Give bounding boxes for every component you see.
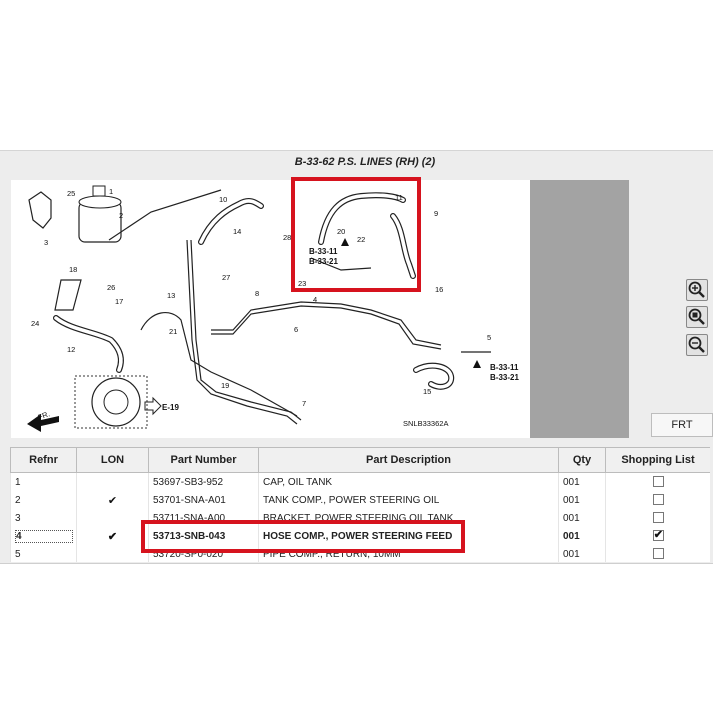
col-shopping-list[interactable]: Shopping List xyxy=(606,448,711,473)
pump-shape xyxy=(92,378,140,426)
direction-label: FR. xyxy=(36,409,52,422)
diagram-scroll-area[interactable] xyxy=(530,180,629,438)
shopping-cell xyxy=(606,527,711,545)
qty-cell: 001 xyxy=(559,509,606,527)
table-row[interactable] xyxy=(11,491,711,509)
refnr-cell: 3 xyxy=(11,509,77,527)
zoom-out-icon xyxy=(687,335,707,355)
col-refnr[interactable]: Refnr xyxy=(11,448,77,473)
col-qty[interactable]: Qty xyxy=(559,448,606,473)
svg-text:28: 28 xyxy=(283,233,292,242)
diagram-title: B-33-62 P.S. LINES (RH) (2) xyxy=(294,156,436,168)
frt-button[interactable]: FRT xyxy=(651,413,713,437)
svg-text:3: 3 xyxy=(44,238,49,247)
lon-check-icon: ✔ xyxy=(107,494,118,507)
svg-text:21: 21 xyxy=(169,327,178,336)
lon-cell xyxy=(77,527,149,545)
svg-text:23: 23 xyxy=(298,279,307,288)
part-number-cell: 53711-SNA-A00 xyxy=(149,509,259,527)
svg-text:25: 25 xyxy=(67,189,76,198)
qty-cell: 001 xyxy=(559,527,606,545)
shopping-cell xyxy=(606,545,711,562)
svg-text:27: 27 xyxy=(222,273,231,282)
svg-text:26: 26 xyxy=(107,283,116,292)
shopping-list-checkbox[interactable] xyxy=(653,494,664,505)
refnr-cell: 1 xyxy=(11,473,77,492)
tank-bracket-shape xyxy=(29,192,51,228)
refnr-focus: 4 xyxy=(15,530,73,543)
shopping-list-checkbox[interactable] xyxy=(653,476,664,487)
shopping-cell xyxy=(606,491,711,509)
shopping-list-checkbox[interactable] xyxy=(653,548,664,559)
svg-text:13: 13 xyxy=(167,291,176,300)
table-row[interactable] xyxy=(11,473,711,492)
svg-text:5: 5 xyxy=(487,333,492,342)
svg-text:10: 10 xyxy=(219,195,228,204)
zoom-fit-button[interactable] xyxy=(686,306,708,328)
lon-cell xyxy=(77,545,149,562)
svg-text:17: 17 xyxy=(115,297,124,306)
svg-text:8: 8 xyxy=(255,289,260,298)
svg-text:9: 9 xyxy=(434,209,439,218)
shopping-cell xyxy=(606,473,711,492)
description-cell: PIPE COMP., RETURN, 10MM xyxy=(259,545,559,562)
description-cell: HOSE COMP., POWER STEERING FEED xyxy=(259,527,559,545)
e19-label: E-19 xyxy=(162,403,179,412)
part-number-cell: 53697-SB3-952 xyxy=(149,473,259,492)
svg-text:16: 16 xyxy=(435,285,444,294)
svg-text:6: 6 xyxy=(294,325,299,334)
col-part-number[interactable]: Part Number xyxy=(149,448,259,473)
svg-text:2: 2 xyxy=(119,211,124,220)
part-number-cell: 53720-SP0-020 xyxy=(149,545,259,562)
col-lon[interactable]: LON xyxy=(77,448,149,473)
refnr-cell xyxy=(11,527,77,545)
refnr-cell: 5 xyxy=(11,545,77,562)
description-cell: BRACKET, POWER STEERING OIL TANK xyxy=(259,509,559,527)
qty-cell: 001 xyxy=(559,491,606,509)
lon-cell xyxy=(77,509,149,527)
highlight-box-diagram xyxy=(291,177,421,292)
shopping-list-checkbox[interactable] xyxy=(653,512,664,523)
description-cell: CAP, OIL TANK xyxy=(259,473,559,492)
ref-b3311-a: B-33-11 xyxy=(309,247,338,256)
ref-b3321-a: B-33-21 xyxy=(309,257,338,266)
svg-text:22: 22 xyxy=(357,235,366,244)
highlight-box-row xyxy=(141,520,465,553)
svg-text:7: 7 xyxy=(302,399,307,408)
svg-text:19: 19 xyxy=(221,381,230,390)
svg-text:18: 18 xyxy=(69,265,78,274)
svg-text:14: 14 xyxy=(233,227,242,236)
ref-b3321-b: B-33-21 xyxy=(490,373,519,382)
refnr-cell: 2 xyxy=(11,491,77,509)
col-description[interactable]: Part Description xyxy=(259,448,559,473)
description-cell: TANK COMP., POWER STEERING OIL xyxy=(259,491,559,509)
lon-cell xyxy=(77,491,149,509)
diagram-code: SNLB33362A xyxy=(403,419,449,428)
part-number-cell: 53701-SNA-A01 xyxy=(149,491,259,509)
shopping-list-checkbox[interactable] xyxy=(653,530,664,541)
svg-text:15: 15 xyxy=(423,387,432,396)
zoom-out-button[interactable] xyxy=(686,334,708,356)
shopping-cell xyxy=(606,509,711,527)
qty-cell: 001 xyxy=(559,473,606,492)
svg-text:12: 12 xyxy=(67,345,76,354)
svg-text:1: 1 xyxy=(109,187,114,196)
part-number-cell: 53713-SNB-043 xyxy=(149,527,259,545)
svg-text:24: 24 xyxy=(31,319,40,328)
zoom-in-icon xyxy=(687,280,707,300)
svg-text:4: 4 xyxy=(313,295,318,304)
ref-b3311-b: B-33-11 xyxy=(490,363,519,372)
parts-diagram[interactable] xyxy=(11,180,530,438)
svg-text:11: 11 xyxy=(395,193,403,202)
zoom-in-button[interactable] xyxy=(686,279,708,301)
qty-cell: 001 xyxy=(559,545,606,562)
svg-text:20: 20 xyxy=(337,227,346,236)
lon-check-icon: ✔ xyxy=(107,530,118,543)
zoom-fit-icon xyxy=(687,307,707,327)
lon-cell xyxy=(77,473,149,492)
